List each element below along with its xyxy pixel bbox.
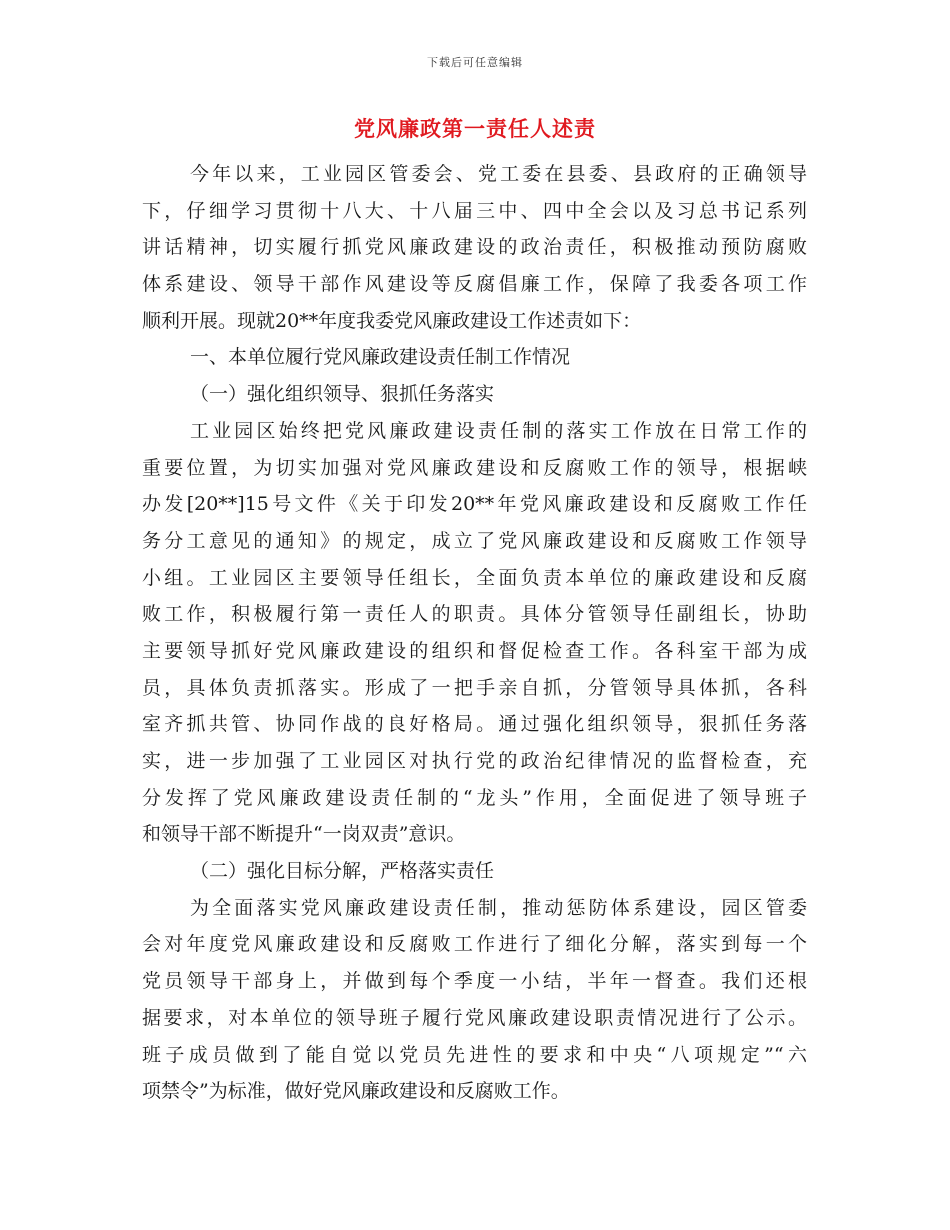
paragraph-line: 重要位置，为切实加强对党风廉政建设和反腐败工作的领导，根据峡: [142, 456, 807, 479]
paragraph-line: 室齐抓共管、协同作战的良好格局。通过强化组织领导，狠抓任务落: [142, 713, 807, 736]
paragraph-line: 败工作，积极履行第一责任人的职责。具体分管领导任副组长，协助: [142, 603, 807, 626]
paragraph-line: （二）强化目标分解，严格落实责任: [190, 860, 495, 883]
paragraph-line: 项禁令”为标准，做好党风廉政建设和反腐败工作。: [142, 1080, 570, 1103]
paragraph-line: 办发[20**]15号文件《关于印发20**年党风廉政建设和反腐败工作任: [142, 493, 807, 516]
paragraph-line: 顺利开展。现就20**年度我委党风廉政建设工作述责如下：: [142, 309, 642, 332]
paragraph-line: 一、本单位履行党风廉政建设责任制工作情况: [190, 346, 571, 369]
paragraph-line: 体系建设、领导干部作风建设等反腐倡廉工作，保障了我委各项工作: [142, 273, 807, 296]
header-note: 下载后可任意编辑: [427, 56, 523, 69]
document-title: 党风廉政第一责任人述责: [354, 116, 596, 141]
paragraph-line: 工业园区始终把党风廉政建设责任制的落实工作放在日常工作的: [190, 419, 807, 442]
paragraph-line: （一）强化组织领导、狠抓任务落实: [190, 383, 495, 406]
paragraph-line: 今年以来，工业园区管委会、党工委在县委、县政府的正确领导: [190, 163, 807, 185]
paragraph-line: 为全面落实党风廉政建设责任制，推动惩防体系建设，园区管委: [190, 896, 807, 919]
paragraph-line: 实，进一步加强了工业园区对执行党的政治纪律情况的监督检查，充: [142, 750, 807, 772]
paragraph-line: 会对年度党风廉政建设和反腐败工作进行了细化分解，落实到每一个: [142, 933, 807, 956]
paragraph-line: 主要领导抓好党风廉政建设的组织和督促检查工作。各科室干部为成: [142, 639, 807, 662]
paragraph-line: 员，具体负责抓落实。形成了一把手亲自抓，分管领导具体抓，各科: [142, 676, 807, 699]
paragraph-line: 据要求，对本单位的领导班子履行党风廉政建设职责情况进行了公示。: [142, 1006, 807, 1029]
document-body: [142, 156, 807, 1110]
paragraph-line: 和领导干部不断提升“一岗双责”意识。: [142, 823, 466, 846]
paragraph-line: 党员领导干部身上，并做到每个季度一小结，半年一督查。我们还根: [142, 970, 807, 993]
paragraph-line: 班子成员做到了能自觉以党员先进性的要求和中央“八项规定”“六: [142, 1043, 807, 1066]
paragraph-line: 务分工意见的通知》的规定，成立了党风廉政建设和反腐败工作领导: [142, 529, 807, 552]
paragraph-line: 分发挥了党风廉政建设责任制的“龙头”作用，全面促进了领导班子: [142, 786, 807, 809]
paragraph-line: 讲话精神，切实履行抓党风廉政建设的政治责任，积极推动预防腐败: [142, 236, 807, 259]
paragraph-line: 小组。工业园区主要领导任组长，全面负责本单位的廉政建设和反腐: [142, 566, 807, 589]
paragraph-line: 下，仔细学习贯彻十八大、十八届三中、四中全会以及习总书记系列: [142, 199, 807, 222]
